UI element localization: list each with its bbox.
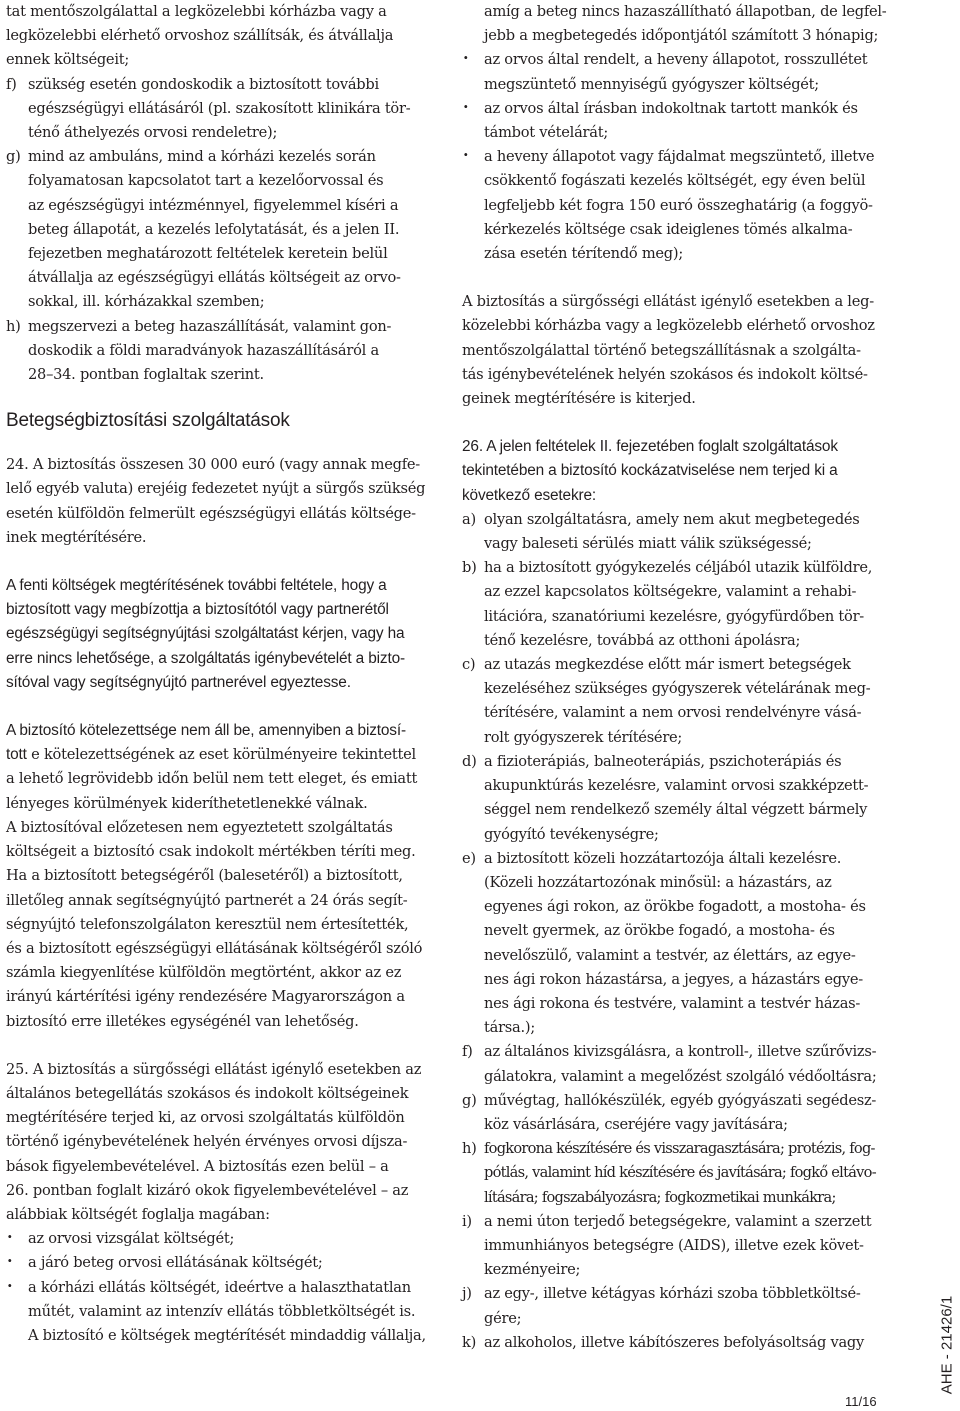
text-line: beteg állapotát, a kezelés lefolytatását, és a jelen II. bbox=[28, 220, 400, 238]
exclusion-item bbox=[462, 1282, 890, 1330]
text-line: nes ági rokon házastársa, a jegyes, a házastárs egye- bbox=[484, 970, 863, 988]
text-line: egyenes ági rokon, az örökbe fogadott, a mostoha- és bbox=[484, 898, 866, 916]
text-line: lényeges körülmények kideríthetetlenekké válnak. bbox=[6, 794, 368, 812]
exclusions-list bbox=[462, 508, 890, 1355]
text-line: kezeléséhez szükséges gyógyszerek vételárának meg- bbox=[484, 680, 871, 698]
text-line: illetőleg annak segítségnyújtó partnerét a 24 órás segít- bbox=[6, 891, 408, 909]
text-line: irányú kártérítési igény rendezésére Magyarországon a bbox=[6, 988, 405, 1006]
exclusion-item bbox=[462, 1089, 890, 1137]
text-line: 28–34. pontban foglaltak szerint. bbox=[28, 366, 264, 384]
section-heading: Betegségbiztosítási szolgáltatások bbox=[6, 410, 290, 432]
text-line: biztosító erre illetékes egységénél van lehetőség. bbox=[6, 1012, 359, 1030]
text-line: · az orvosi vizsgálat költségét; bbox=[28, 1230, 235, 1248]
text-line: legfeljebb két fogra 150 euró összeghatárig (a foggyö- bbox=[484, 196, 873, 214]
text-line: következő esetekre: bbox=[462, 486, 597, 504]
text-line: ténő áthelyezés orvosi rendeletre); bbox=[28, 124, 278, 142]
text-line: litációra, szanatóriumi kezelésre, gyógyfürdőben tör- bbox=[484, 607, 864, 625]
exclusion-item bbox=[462, 1137, 890, 1210]
item-label: c) bbox=[462, 656, 476, 674]
paragraph-24 bbox=[6, 453, 432, 550]
bullet-item bbox=[462, 97, 890, 145]
text-line: támbot vételárát; bbox=[484, 124, 608, 142]
item-label: h) bbox=[6, 317, 21, 335]
text-line: biztosított vagy megbízottja a biztosítótól vagy partnerétől bbox=[6, 601, 389, 619]
text-line: gére; bbox=[484, 1309, 522, 1327]
text-line: akupunktúrás kezelésre, valamint orvosi szakképzett- bbox=[484, 777, 869, 795]
text-line: mind az ambuláns, mind a kórházi kezelés során bbox=[28, 148, 376, 166]
text-line: A biztosítás a sürgősségi ellátást igénylő esetekben a leg- bbox=[462, 293, 874, 311]
text-line: · az orvos által írásban indokoltnak tartott mankók és bbox=[484, 99, 858, 117]
text-line: egészségügyi segítségnyújtási szolgáltatást kérjen, vagy ha bbox=[6, 625, 405, 643]
text-line: egészségügyi ellátásáról (pl. szakosított klinikára tör- bbox=[28, 99, 411, 117]
item-label: a) bbox=[462, 510, 476, 528]
text-line: számla kiegyenlítése külföldön megtörtént, akkor az ez bbox=[6, 964, 402, 982]
item-label: e) bbox=[462, 849, 476, 867]
text-line: csökkentő fogászati kezelés költségét, egy éven belül bbox=[484, 172, 866, 190]
text-line: doskodik a földi maradványok hazaszállításáról a bbox=[28, 341, 379, 359]
bullet-item bbox=[6, 1251, 432, 1275]
continuation-text bbox=[6, 0, 432, 73]
text-line: a biztosított közeli hozzátartozója általi kezelésre. bbox=[484, 849, 842, 867]
text-line: nes ági rokona és testvére, valamint a testvér házas- bbox=[484, 994, 861, 1012]
paragraph-26 bbox=[462, 435, 890, 508]
text-line: tat mentőszolgálattal a legközelebbi kórházba vagy a bbox=[6, 3, 387, 20]
bullet-item bbox=[462, 48, 890, 96]
text-line: az ezzel kapcsolatos költségekre, valamint a rehabi- bbox=[484, 583, 857, 601]
item-label: k) bbox=[462, 1333, 477, 1351]
list-item-g bbox=[6, 145, 432, 314]
text-line: a nemi úton terjedő betegségekre, valamint a szerzett bbox=[484, 1212, 872, 1230]
exclusion-item bbox=[462, 847, 890, 1041]
text-line: szükség esetén gondoskodik a biztosított további bbox=[28, 75, 379, 93]
text-line: A fenti költségek megtérítésének további feltétele, hogy a bbox=[6, 577, 387, 595]
item-label: j) bbox=[462, 1285, 472, 1303]
text-line: és a biztosított egészségügyi ellátásának költségéről szóló bbox=[6, 939, 423, 957]
exclusion-item bbox=[462, 556, 890, 653]
text-line: immunhiányos betegségre (AIDS), illetve ezek követ- bbox=[484, 1236, 864, 1254]
text-line: megszervezi a beteg hazaszállítását, valamint gon- bbox=[28, 317, 392, 335]
text-line: A biztosító kötelezettsége nem áll be, amennyiben a biztosí- bbox=[6, 722, 406, 740]
text-line: · a járó beteg orvosi ellátásának költségét; bbox=[28, 1254, 323, 1272]
text-line: · a kórházi ellátás költségét, ideértve a halaszthatatlan bbox=[28, 1278, 411, 1296]
text-line: geinek megtérítésére is kiterjed. bbox=[462, 390, 696, 408]
text-line: ténő kezelésre, továbbá az otthoni ápolásra; bbox=[484, 631, 801, 649]
text-line: 24. A biztosítás összesen 30 000 euró (vagy annak megfe- bbox=[6, 456, 420, 474]
page-number: 11/16 bbox=[845, 1394, 877, 1409]
text-line: amíg a beteg nincs hazaszállítható állapotban, de legfel- bbox=[484, 3, 887, 20]
text-line: az egészségügyi intézménnyel, figyelemmel kíséri a bbox=[28, 196, 399, 214]
item-label: g) bbox=[6, 148, 21, 166]
document-code-text: AHE - 21426/1 bbox=[938, 1295, 956, 1395]
text-line: közelebbi kórházba vagy a legközelebb elérhető orvoshoz bbox=[462, 317, 875, 335]
text-line: zása esetén térítendő meg); bbox=[484, 245, 684, 263]
paragraph-obligation bbox=[6, 719, 432, 1034]
bullet-item bbox=[6, 1276, 432, 1324]
text-line: bások figyelembevételével. A biztosítás ezen belül – a bbox=[6, 1157, 389, 1175]
text-line bbox=[6, 743, 432, 767]
text-line: 25. A biztosítás a sürgősségi ellátást igénylő esetekben az bbox=[6, 1060, 422, 1078]
item-label: i) bbox=[462, 1212, 472, 1230]
text-line: Ha a biztosított betegségéről (balesetéről) a biztosított, bbox=[6, 867, 403, 885]
text-line: fogkorona készítésére és visszaragasztására; protézis, fog- bbox=[484, 1140, 875, 1158]
text-line: folyamatosan kapcsolatot tart a kezelőorvossal és bbox=[28, 172, 384, 190]
text-line: történő igénybevételének helyén érvényes orvosi díjsza- bbox=[6, 1133, 408, 1151]
bold-fragment: tott bbox=[6, 746, 27, 764]
text-line: lítására; fogszabályozásra; fogkozmetikai munkákra; bbox=[484, 1188, 836, 1206]
item-label: h) bbox=[462, 1140, 477, 1158]
list-item-h bbox=[6, 315, 432, 388]
text-line: A biztosító e költségek megtérítését mindaddig vállalja, bbox=[28, 1326, 426, 1344]
text-line: fejezetben meghatározott feltételek keretein belül bbox=[28, 245, 388, 263]
bullet-item bbox=[462, 145, 890, 266]
text-line: 26. pontban foglalt kizáró okok figyelembevételével – az bbox=[6, 1181, 409, 1199]
right-column bbox=[462, 0, 890, 1355]
text-line: költségeit a biztosító csak indokolt mértékben téríti meg. bbox=[6, 843, 416, 861]
text-line: lelő egyéb valuta) erejéig fedezetet nyújt a sürgős szükség bbox=[6, 480, 426, 498]
bullet-item bbox=[6, 1227, 432, 1251]
text-line: az utazás megkezdése előtt már ismert betegségek bbox=[484, 656, 851, 674]
text-line: tekintetében a biztosító kockázatviselése nem terjed ki a bbox=[462, 462, 838, 480]
text-line: A biztosítóval előzetesen nem egyeztetett szolgáltatás bbox=[6, 818, 393, 836]
text-line: vagy baleseti sérülés miatt válik szükségessé; bbox=[484, 535, 812, 553]
text-line: gyógyító tevékenységre; bbox=[484, 825, 659, 843]
document-code bbox=[934, 1295, 960, 1395]
bold-paragraph-conditions bbox=[6, 574, 432, 695]
left-column bbox=[6, 0, 432, 1348]
text-line: ségnyújtó telefonszolgálaton keresztül nem értesítették, bbox=[6, 915, 409, 933]
text-line: · a heveny állapotot vagy fájdalmat megszüntető, illetve bbox=[484, 148, 875, 166]
text-line: ennek költségeit; bbox=[6, 51, 130, 69]
text-line: legközelebbi elérhető orvoshoz szállítsák, és átvállalja bbox=[6, 27, 394, 45]
text-line: (Közeli hozzátartozónak minősül: a házastárs, az bbox=[484, 873, 832, 891]
text-line: ha a biztosított gyógykezelés céljából utazik külföldre, bbox=[484, 559, 873, 577]
text-line: általános betegellátás szokásos és indokolt költségeinek bbox=[6, 1084, 409, 1102]
text-line: az alkoholos, illetve kábítószeres befolyásoltság vagy bbox=[484, 1333, 865, 1351]
text-line: művégtag, hallókészülék, egyéb gyógyászati segédesz- bbox=[484, 1091, 877, 1109]
text-fragment: e kötelezettségének az eset körülményeire tekintettel bbox=[26, 746, 416, 764]
exclusion-item bbox=[462, 1210, 890, 1283]
text-line: az egy-, illetve kétágyas kórházi szoba többletköltsé- bbox=[484, 1285, 861, 1303]
text-line: inek megtérítésére. bbox=[6, 528, 147, 546]
text-line: a lehető legrövidebb időn belül nem tett eleget, és emiatt bbox=[6, 770, 418, 788]
text-line: tás igénybevételének helyén szokásos és indokolt költsé- bbox=[462, 365, 868, 383]
text-line: nevelőszülő, valamint a testvér, az élettárs, az egye- bbox=[484, 946, 856, 964]
exclusion-item bbox=[462, 508, 890, 556]
text-line: a fizioterápiás, balneoterápiás, pszichoterápiás és bbox=[484, 752, 842, 770]
text-line: 26. A jelen feltételek II. fejezetében foglalt szolgáltatások bbox=[462, 438, 838, 456]
item-label: g) bbox=[462, 1091, 477, 1109]
text-line: nevelt gyermek, az örökbe fogadó, a mostoha- és bbox=[484, 922, 835, 940]
text-line: az általános kivizsgálásra, a kontroll-, illetve szűrővizs- bbox=[484, 1043, 877, 1061]
item-label: f) bbox=[6, 75, 17, 93]
text-line: műtét, valamint az intenzív ellátás többletköltségét is. bbox=[28, 1302, 416, 1320]
text-line: alábbiak költségét foglalja magában: bbox=[6, 1205, 270, 1223]
text-line: megszüntető mennyiségű gyógyszer költségét; bbox=[484, 75, 819, 93]
text-line: megtérítésére terjed ki, az orvosi szolgáltatás külföldön bbox=[6, 1109, 405, 1127]
text-line: társa.); bbox=[484, 1019, 535, 1037]
exclusion-item bbox=[462, 653, 890, 750]
paragraph-25 bbox=[6, 1058, 432, 1227]
exclusion-item bbox=[462, 1040, 890, 1088]
text-line: mentőszolgálattal történő betegszállításnak a szolgálta- bbox=[462, 341, 861, 359]
text-line: erre nincs lehetősége, a szolgáltatás igénybevételét a bizto- bbox=[6, 649, 405, 667]
text-line: jebb a megbetegedés időpontjától számított 3 hónapig; bbox=[484, 27, 879, 45]
item-label: d) bbox=[462, 752, 477, 770]
paragraph-emergency bbox=[462, 290, 890, 411]
continuation-text bbox=[462, 0, 890, 48]
text-line: köz vásárlására, cseréjére vagy javítására; bbox=[484, 1115, 788, 1133]
text-line: rolt gyógyszerek térítésére; bbox=[484, 728, 683, 746]
text-line: kérkezelés költsége csak ideiglenes tömés alkalma- bbox=[484, 220, 853, 238]
text-line: sítóval vagy segítségnyújtó partnerével egyeztesse. bbox=[6, 673, 351, 691]
text-line: átvállalja az egészségügyi ellátás költségeit az orvo- bbox=[28, 269, 401, 287]
text-line: térítésére, valamint a nem orvosi rendelvényre vásá- bbox=[484, 704, 862, 722]
exclusion-item bbox=[462, 1331, 890, 1355]
text-line: séggel nem rendelkező személy által végzett bármely bbox=[484, 801, 868, 819]
text-line: kezményeire; bbox=[484, 1261, 581, 1279]
item-label: b) bbox=[462, 559, 477, 577]
text-line: esetén külföldön felmerült egészségügyi ellátás költsége- bbox=[6, 504, 416, 522]
text-line: pótlás, valamint híd készítésére és javítására; fogkő eltávo- bbox=[484, 1164, 876, 1182]
list-item-f bbox=[6, 73, 432, 146]
text-line: gálatokra, valamint a megelőzést szolgáló védőoltásra; bbox=[484, 1067, 877, 1085]
exclusion-item bbox=[462, 750, 890, 847]
text-line: olyan szolgáltatásra, amely nem akut megbetegedés bbox=[484, 510, 860, 528]
text-line: sokkal, ill. kórházakkal szemben; bbox=[28, 293, 265, 311]
item-label: f) bbox=[462, 1043, 473, 1061]
text-line: · az orvos által rendelt, a heveny állapotot, rosszullétet bbox=[484, 51, 868, 69]
